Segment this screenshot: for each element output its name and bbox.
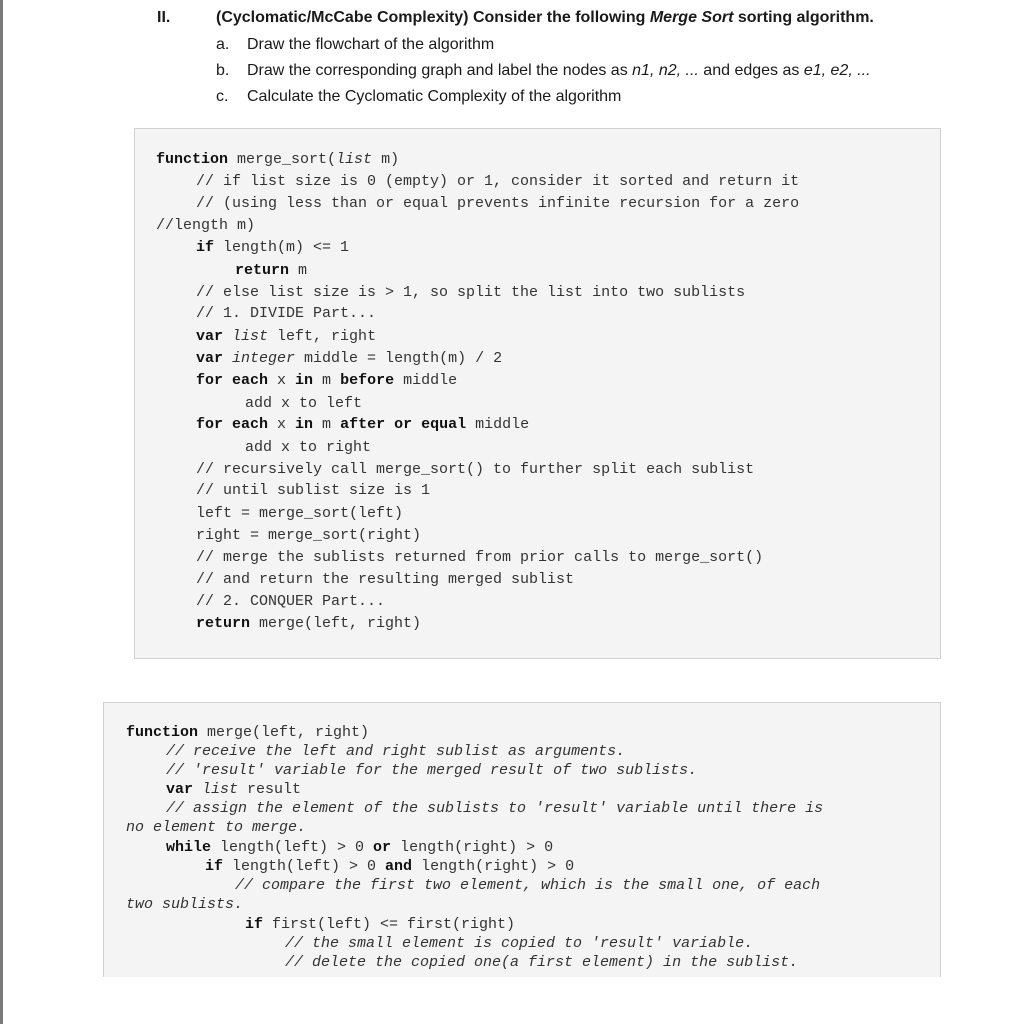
code-line	[166, 839, 553, 856]
code-comment: // and return the resulting merged sublist	[196, 571, 575, 588]
title-suffix: sorting algorithm.	[733, 9, 874, 26]
code-text: length(left) > 0	[211, 839, 374, 856]
code-text: merge(left, right)	[250, 615, 422, 632]
code-line: add x to right	[245, 439, 372, 456]
code-text: m	[313, 416, 341, 433]
code-line	[156, 151, 399, 168]
code-comment: two sublists.	[126, 896, 244, 913]
subquestion-text: Calculate the Cyclomatic Complexity of the algorithm	[247, 88, 622, 105]
subquestion-text-mid: and edges as	[698, 62, 804, 79]
subquestion-nodes: n1, n2, ...	[632, 62, 699, 79]
code-text: result	[238, 781, 302, 798]
keyword: or	[373, 839, 392, 856]
title-emphasis: Merge Sort	[649, 9, 734, 26]
code-text: length(right) > 0	[412, 858, 575, 875]
code-comment: // until sublist size is 1	[196, 482, 431, 499]
code-text: middle	[394, 372, 458, 389]
subquestion-edges: e1, e2, ...	[803, 62, 871, 79]
code-text: merge_sort(	[228, 151, 337, 168]
keyword: var	[196, 350, 224, 367]
code-line: left = merge_sort(left)	[196, 505, 404, 522]
code-text	[223, 350, 232, 367]
code-line	[196, 328, 376, 345]
keyword: var	[196, 328, 224, 345]
code-line	[126, 724, 369, 741]
keyword: function	[156, 151, 229, 168]
code-text	[193, 781, 202, 798]
type-name: list	[202, 781, 239, 798]
code-comment: // recursively call merge_sort() to further split each sublist	[196, 461, 755, 478]
keyword: function	[126, 724, 199, 741]
code-line: right = merge_sort(right)	[196, 527, 422, 544]
subquestion-letter: b.	[216, 62, 230, 79]
code-line	[205, 858, 574, 875]
code-line	[235, 262, 307, 279]
keyword: in	[295, 372, 314, 389]
keyword: before	[340, 372, 395, 389]
keyword: if	[205, 858, 224, 875]
merge-sort-code-block	[134, 128, 941, 659]
code-text: first(left) <= first(right)	[263, 916, 516, 933]
code-line: add x to left	[245, 395, 363, 412]
code-comment: // 'result' variable for the merged result of two sublists.	[166, 762, 698, 779]
code-text: length(m) <= 1	[214, 239, 350, 256]
merge-code-block	[103, 702, 941, 977]
subquestion-letter: c.	[216, 88, 229, 105]
title-prefix: (Cyclomatic/McCabe Complexity) Consider the following	[216, 9, 650, 26]
subquestion-b	[216, 62, 871, 80]
subquestion-c	[216, 88, 621, 106]
subquestion-letter: a.	[216, 36, 230, 53]
code-comment: // compare the first two element, which is the small one, of each	[235, 877, 821, 894]
code-comment: //length m)	[156, 217, 256, 234]
code-text: middle = length(m) / 2	[295, 350, 503, 367]
code-comment: // (using less than or equal prevents infinite recursion for a zero	[196, 195, 800, 212]
code-line	[166, 781, 301, 798]
keyword: return	[235, 262, 290, 279]
code-comment: // 1. DIVIDE Part...	[196, 305, 377, 322]
code-line	[196, 239, 349, 256]
keyword: in	[295, 416, 314, 433]
subquestion-text: Draw the corresponding graph and label the nodes as	[247, 62, 633, 79]
code-text: middle	[466, 416, 530, 433]
code-text: length(left) > 0	[223, 858, 386, 875]
type-name: list	[336, 151, 373, 168]
type-name: list	[232, 328, 269, 345]
keyword: if	[196, 239, 215, 256]
code-text: m	[289, 262, 308, 279]
keyword: while	[166, 839, 212, 856]
code-comment: // 2. CONQUER Part...	[196, 593, 386, 610]
code-text: m	[313, 372, 341, 389]
code-comment: no element to merge.	[126, 819, 307, 836]
code-text: x	[268, 372, 296, 389]
keyword: if	[245, 916, 264, 933]
code-comment: // if list size is 0 (empty) or 1, consider it sorted and return it	[196, 173, 800, 190]
code-line	[196, 615, 421, 632]
code-line	[196, 350, 502, 367]
keyword: var	[166, 781, 194, 798]
question-title	[216, 9, 874, 27]
code-comment: // delete the copied one(a first element) in the sublist.	[285, 954, 799, 971]
keyword: for each	[196, 416, 269, 433]
code-text: merge(left, right)	[198, 724, 370, 741]
keyword: for each	[196, 372, 269, 389]
subquestion-text: Draw the flowchart of the algorithm	[247, 36, 495, 53]
code-line	[245, 916, 515, 933]
code-comment: // receive the left and right sublist as arguments.	[166, 743, 626, 760]
keyword: after or equal	[340, 416, 467, 433]
code-text: length(right) > 0	[391, 839, 554, 856]
keyword: and	[385, 858, 413, 875]
code-text: x	[268, 416, 296, 433]
code-comment: // the small element is copied to 'result' variable.	[285, 935, 754, 952]
code-comment: // merge the sublists returned from prior calls to merge_sort()	[196, 549, 764, 566]
keyword: return	[196, 615, 251, 632]
code-text	[223, 328, 232, 345]
code-line	[196, 372, 457, 389]
type-name: integer	[232, 350, 296, 367]
question-number: II.	[157, 9, 171, 26]
code-text: m)	[372, 151, 400, 168]
code-line	[196, 416, 529, 433]
subquestion-a	[216, 36, 494, 54]
left-page-border	[0, 0, 3, 1024]
code-comment: // assign the element of the sublists to 'result' variable until there is	[166, 800, 824, 817]
code-text: left, right	[268, 328, 377, 345]
code-comment: // else list size is > 1, so split the list into two sublists	[196, 284, 746, 301]
